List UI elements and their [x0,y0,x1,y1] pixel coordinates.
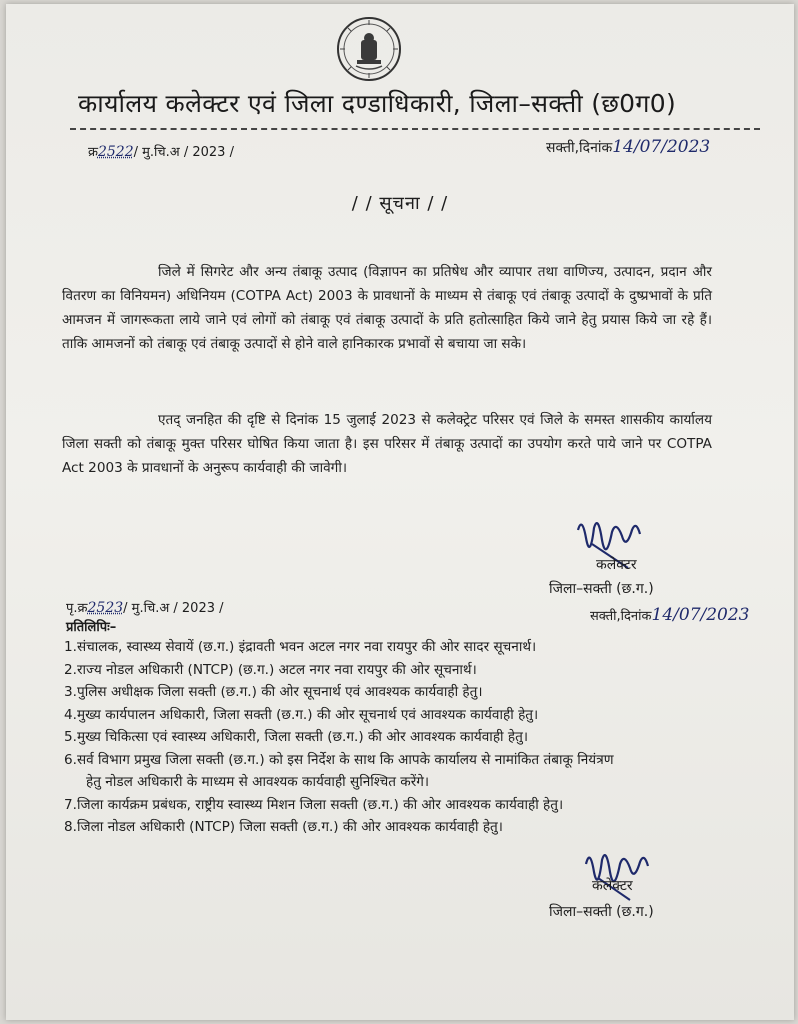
header-divider [70,128,760,130]
ref-suffix: / मु.चि.अ / 2023 / [133,145,234,160]
copy-date-value-handwritten: 14/07/2023 [651,605,750,625]
copy-label: प्रतिलिपिः– [66,620,117,635]
date-value-handwritten: 14/07/2023 [612,137,711,157]
signature-2-title: कलेक्टर [592,878,633,894]
list-item: 2.राज्य नोडल अधिकारी (NTCP) (छ.ग.) अटल नगर नवा रायपुर की ओर सूचनार्थ। [64,661,477,678]
notice-heading: / / सूचना / / [351,193,449,214]
list-item: 6.सर्व विभाग प्रमुख जिला सक्ती (छ.ग.) को इस निर्देश के साथ कि आपके कार्यालय से नामांकित तंबाकू नियंत्रण [64,751,614,768]
ref-number-handwritten: 2522 [97,144,134,160]
copy-date-label: सक्ती,दिनांक [590,609,652,624]
reference-date [546,137,710,157]
office-title: कार्यालय कलेक्टर एवं जिला दण्डाधिकारी, जिला–सक्ती (छ0ग0) [78,89,677,118]
reference-number [88,142,234,160]
copy-ref-prefix: पृ.क्र [66,601,88,616]
copy-ref-number-handwritten: 2523 [87,600,124,616]
list-item: 7.जिला कार्यक्रम प्रबंधक, राष्ट्रीय स्वास्थ्य मिशन जिला सक्ती (छ.ग.) की ओर आवश्यक कार्यवाही हेतु। [64,796,564,813]
copy-reference-number [66,598,224,616]
signature-2-district: जिला–सक्ती (छ.ग.) [549,904,654,920]
copy-date [590,605,750,625]
ref-prefix: क्र [88,145,98,160]
list-item: हेतु नोडल अधिकारी के माध्यम से आवश्यक कार्यवाही सुनिश्चित करेंगे। [86,774,430,790]
signature-1-district: जिला–सक्ती (छ.ग.) [549,581,654,597]
list-item: 8.जिला नोडल अधिकारी (NTCP) जिला सक्ती (छ.ग.) की ओर आवश्यक कार्यवाही हेतु। [64,819,503,835]
list-item: 4.मुख्य कार्यपालन अधिकारी, जिला सक्ती (छ.ग.) की ओर सूचनार्थ एवं आवश्यक कार्यवाही हेतु। [64,706,539,723]
signature-1-title: कलेक्टर [596,557,637,573]
notice-paragraph-2: एतद् जनहित की दृष्टि से दिनांक 15 जुलाई 2023 से कलेक्ट्रेट परिसर एवं जिले के समस्त शासकीय कार्यालय जिला सक्ती को तंबाकू मुक्त परिसर घोषित किया जाता है। इस परिसर में तंबाकू उत्पादों का उपयोग करते पाये जाने पर COTPA Act 2003 के प्रावधानों के अनुरूप कार्यवाही की जावेगी। [62,412,712,476]
list-item: 3.पुलिस अधीक्षक जिला सक्ती (छ.ग.) की ओर सूचनार्थ एवं आवश्यक कार्यवाही हेतु। [64,684,483,700]
date-label: सक्ती,दिनांक [546,140,613,156]
document-page [6,4,794,1020]
list-item: 1.संचालक, स्वास्थ्य सेवायें (छ.ग.) इंद्रावती भवन अटल नगर नवा रायपुर की ओर सादर सूचनार्थ। [64,639,537,655]
list-item: 5.मुख्य चिकित्सा एवं स्वास्थ्य अधिकारी, जिला सक्ती (छ.ग.) की ओर आवश्यक कार्यवाही हेतु। [64,729,528,745]
copy-ref-suffix: / मु.चि.अ / 2023 / [123,601,224,616]
state-emblem-icon [336,16,402,82]
notice-paragraph-1: जिले में सिगरेट और अन्य तंबाकू उत्पाद (विज्ञापन का प्रतिषेध और व्यापार तथा वाणिज्य, उत्पादन, प्रदान और वितरण का विनियमन) अधिनियम (COTPA Act) 2003 के प्रावधानों के माध्यम से तंबाकू एवं तंबाकू उत्पादों के दुष्प्रभावों के प्रति आमजन में जागरूकता लाये जाने एवं लोगों को तंबाकू एवं तंबाकू उत्पादों के प्रति हतोत्साहित किये जाने हेतु प्रयास किये जा रहे हैं। ताकि आमजनों को तंबाकू एवं तंबाकू उत्पादों से होने वाले हानिकारक प्रभावों से बचाया जा सके। [62,264,712,352]
copy-list [64,636,754,839]
